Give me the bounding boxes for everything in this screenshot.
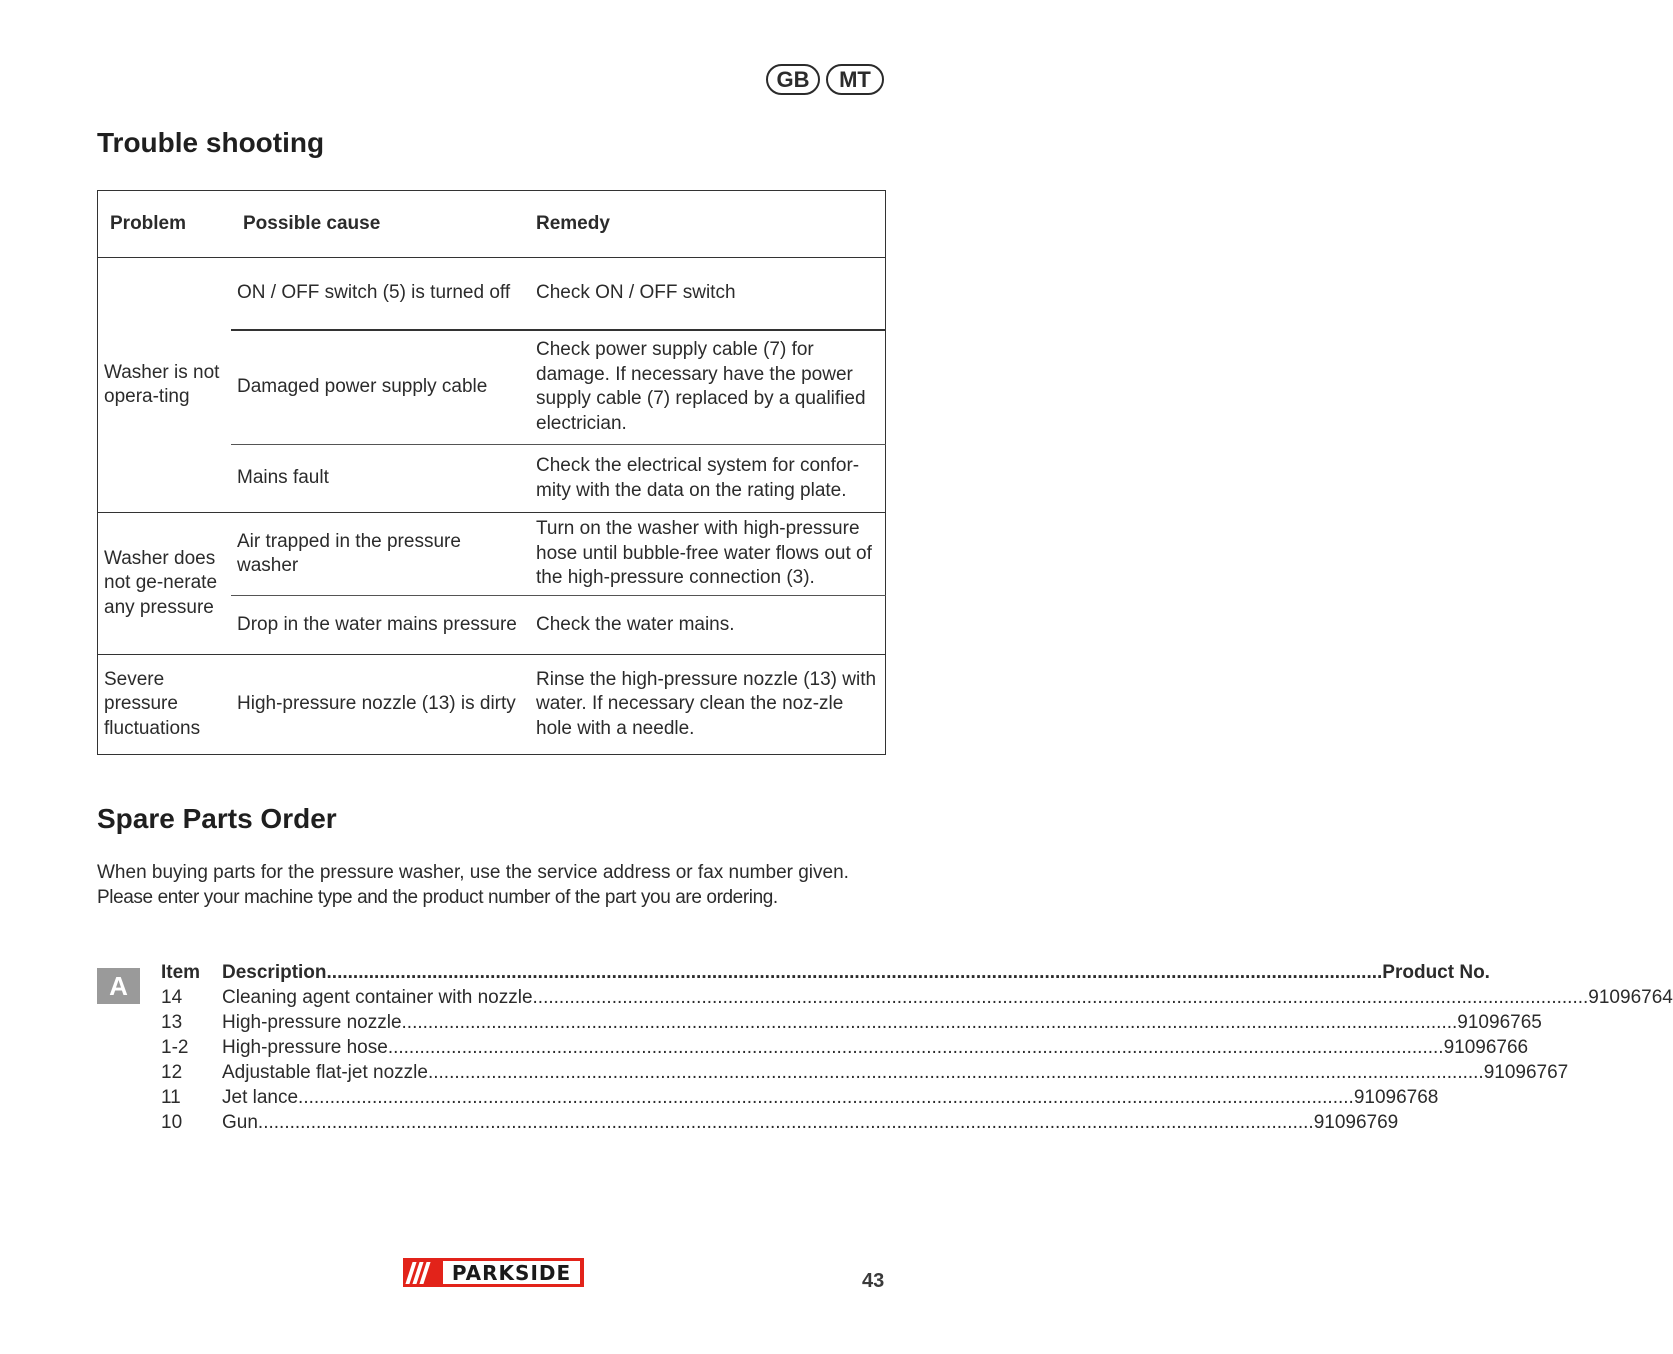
remedy-cell: Rinse the high-pressure nozzle (13) with water. If necessary clean the noz-zle hole with a needle.: [530, 655, 886, 755]
part-item: 11: [161, 1087, 181, 1108]
header-remedy: Remedy: [536, 212, 610, 234]
figure-marker: A: [97, 968, 140, 1004]
part-product-no: 91096765: [1457, 1012, 1542, 1033]
leader-dots: ........................................................................................................................................................................................................: [532, 987, 1589, 1008]
part-product-no: 91096769: [1313, 1112, 1399, 1133]
parkside-logo: [403, 1258, 584, 1287]
remedy-cell: Turn on the washer with high-pressure hose until bubble-free water flows out of the high-pressure connection (3).: [530, 513, 886, 596]
part-item: 13: [161, 1012, 183, 1033]
leader-dots: ........................................................................................................................................................................................................: [298, 1087, 1354, 1108]
header-product-no: Product No.: [1382, 962, 1490, 983]
header-item: Item: [161, 962, 201, 983]
part-description: Adjustable flat-jet nozzle: [222, 1062, 428, 1083]
part-description: High-pressure nozzle: [222, 1012, 402, 1033]
part-description: Cleaning agent container with nozzle: [222, 987, 533, 1008]
list-item: [161, 1010, 1542, 1035]
leader-dots: ........................................................................................................................................................................................................: [257, 1112, 1314, 1133]
cause-cell: High-pressure nozzle (13) is dirty: [231, 655, 530, 755]
leader-dots: ........................................................................................................................................................................................................: [427, 1062, 1484, 1083]
part-product-no: 91096767: [1483, 1062, 1569, 1083]
remedy-cell: Check power supply cable (7) for damage. If necessary have the power supply cable (7) replaced by a qualified electrician.: [530, 330, 886, 445]
problem-cell: Washer is not opera-ting: [98, 258, 232, 513]
trouble-shooting-heading: Trouble shooting: [97, 127, 325, 158]
cause-cell: Damaged power supply cable: [231, 330, 530, 445]
part-description: High-pressure hose: [222, 1037, 388, 1058]
part-description: Jet lance: [222, 1087, 299, 1108]
part-product-no: 91096764: [1588, 987, 1673, 1008]
spare-parts-heading: Spare Parts Order: [97, 803, 337, 834]
list-item: [161, 985, 1673, 1010]
cause-cell: Mains fault: [231, 445, 530, 513]
part-item: 14: [161, 987, 183, 1008]
part-item: 10: [161, 1112, 183, 1133]
cause-cell: Drop in the water mains pressure: [231, 596, 530, 655]
language-badge-gb: GB: [766, 64, 820, 95]
problem-cell: Washer does not ge-nerate any pressure: [98, 513, 232, 655]
header-description: Description: [222, 962, 327, 983]
trouble-shooting-table: [97, 190, 886, 755]
spare-parts-intro: [97, 860, 877, 910]
cause-cell: ON / OFF switch (5) is turned off: [231, 258, 530, 330]
header-possible-cause: Possible cause: [243, 212, 381, 234]
header-problem: Problem: [110, 212, 187, 234]
leader-dots: ........................................................................................................................................................................................................: [387, 1037, 1444, 1058]
list-item: [161, 1060, 1569, 1085]
logo-wordmark: PARKSIDE: [443, 1261, 580, 1284]
part-item: 1-2: [161, 1037, 189, 1058]
logo-stripes-icon: [409, 1262, 437, 1284]
intro-paragraph: Please enter your machine type and the product number of the part you are ordering.: [97, 887, 778, 908]
list-item: [161, 1085, 1439, 1110]
leader-dots: ........................................................................................................................................................................................................: [401, 1012, 1458, 1033]
language-badges: [766, 64, 884, 95]
table-row: [98, 258, 886, 330]
table-row: [98, 655, 886, 755]
list-item: [161, 1110, 1399, 1135]
part-product-no: 91096768: [1353, 1087, 1439, 1108]
problem-cell: Severe pressure fluctuations: [98, 655, 232, 755]
remedy-cell: Check the electrical system for confor-mity with the data on the rating plate.: [530, 445, 886, 513]
table-header-row: [98, 191, 886, 258]
leader-dots: ........................................................................................................................................................................................................: [326, 962, 1383, 983]
remedy-cell: Check ON / OFF switch: [530, 258, 886, 330]
parts-list: [161, 960, 1673, 1135]
remedy-cell: Check the water mains.: [530, 596, 886, 655]
part-item: 12: [161, 1062, 183, 1083]
intro-paragraph: When buying parts for the pressure washer, use the service address or fax number given.: [97, 862, 849, 883]
part-description: Gun: [222, 1112, 258, 1133]
language-badge-mt: MT: [826, 64, 884, 95]
page-number: 43: [862, 1270, 885, 1292]
table-row: [98, 513, 886, 596]
cause-cell: Air trapped in the pressure washer: [231, 513, 530, 596]
list-item: [161, 1035, 1529, 1060]
part-product-no: 91096766: [1443, 1037, 1529, 1058]
parts-list-header: [161, 960, 1490, 985]
